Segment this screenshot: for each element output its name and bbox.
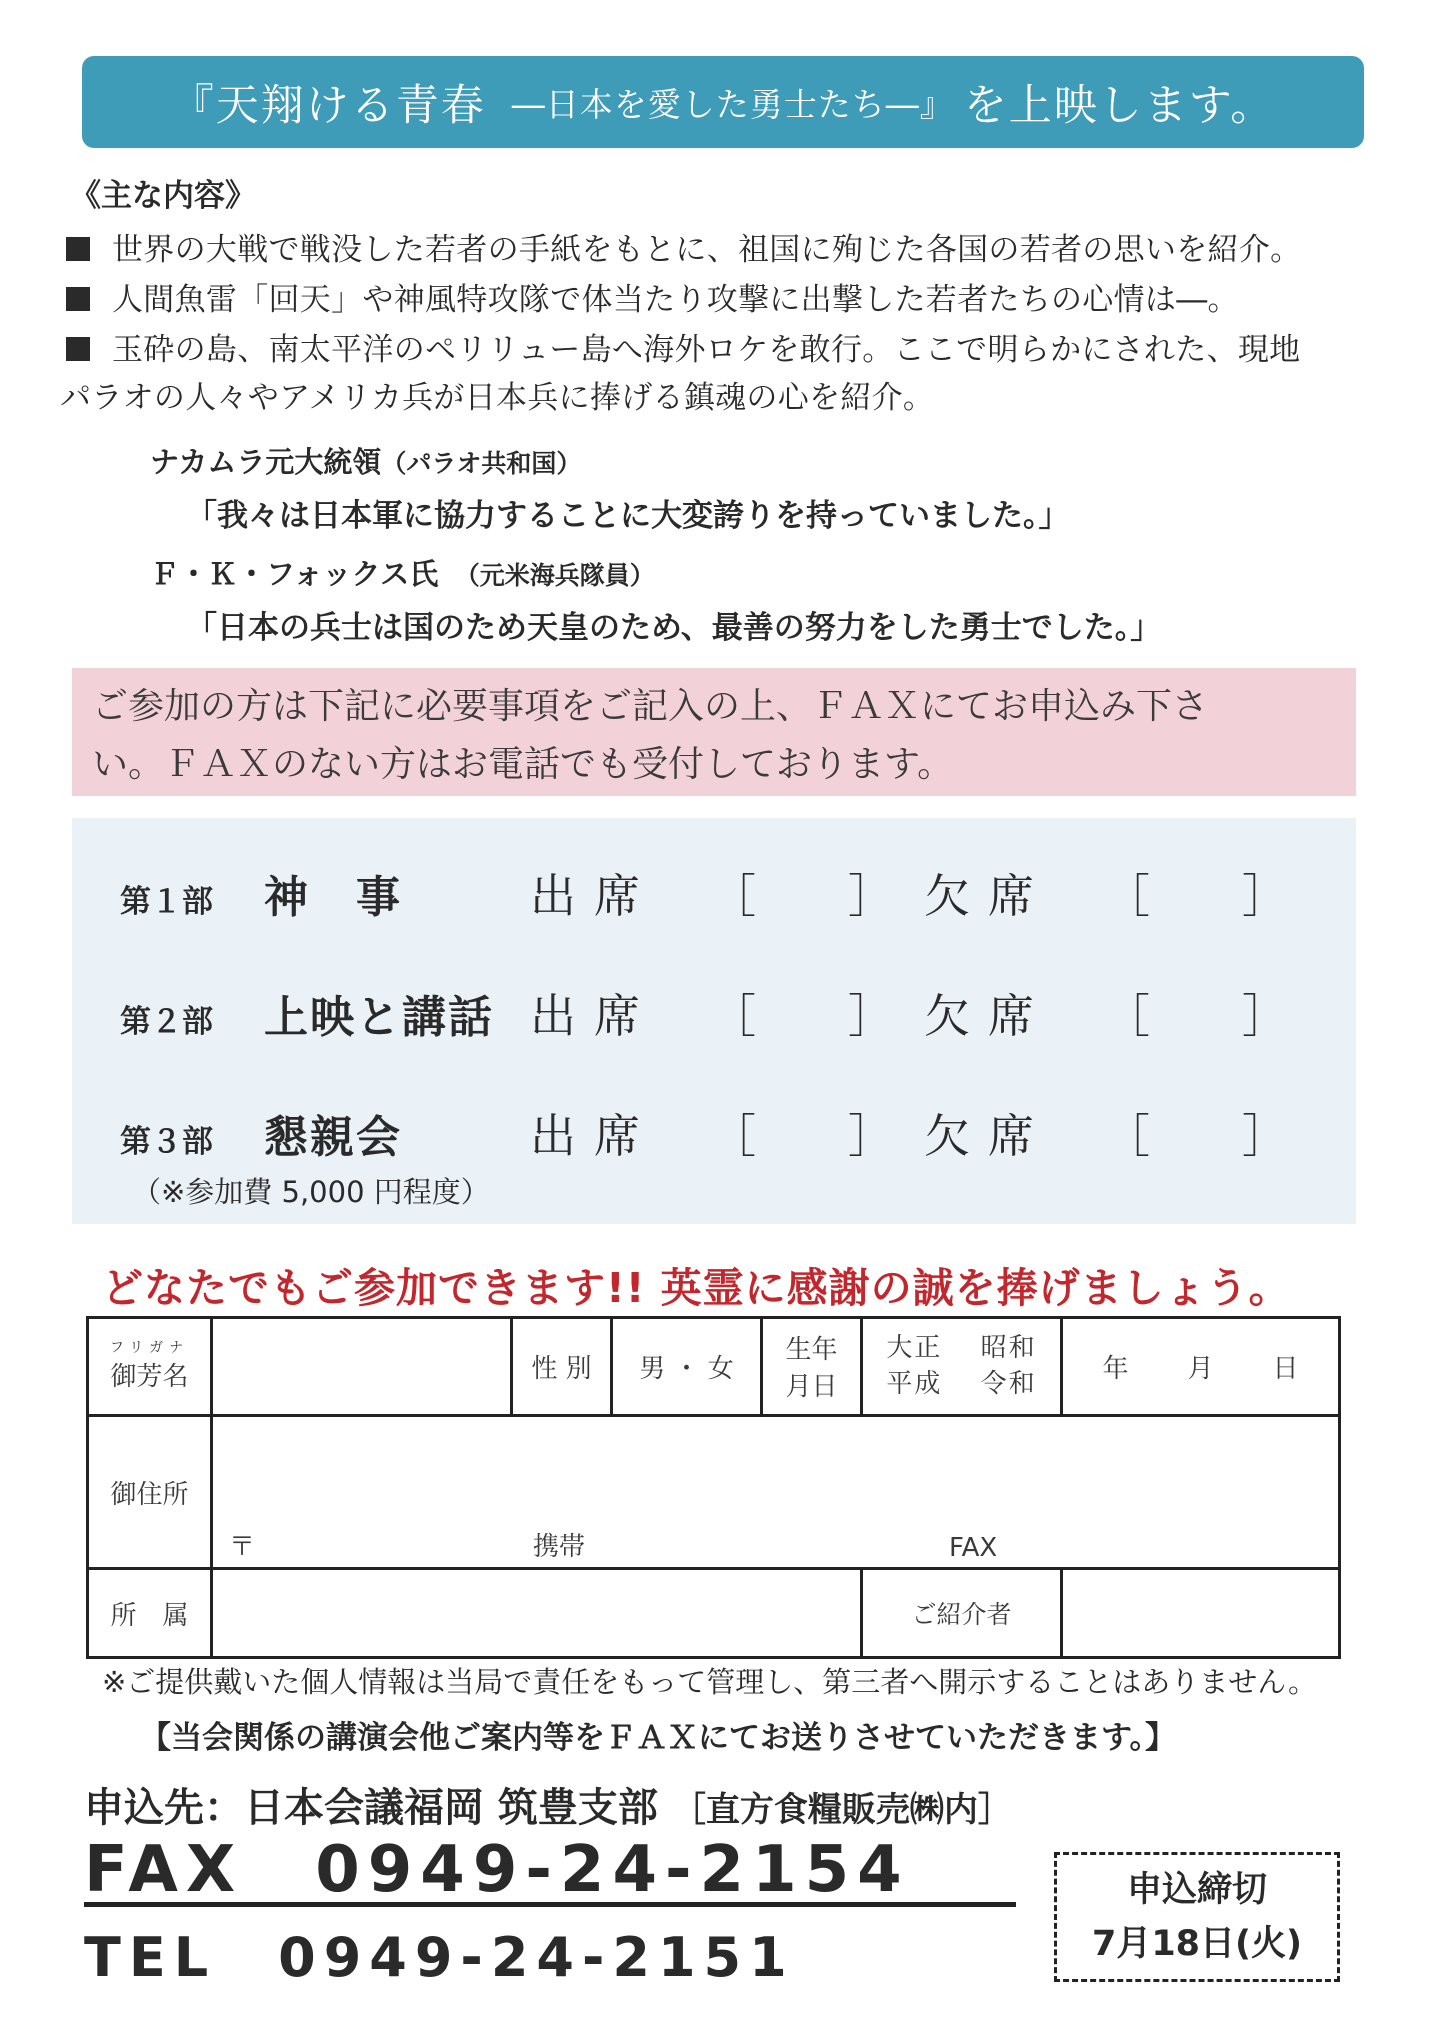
fee-note: （※参加費 5,000 円程度） [132, 1175, 490, 1209]
affiliation-label: 所 属 [88, 1569, 212, 1658]
apply-sub: ［直方食糧販売㈱内］ [671, 1790, 1012, 1830]
attend-label: 出席 [530, 989, 658, 1043]
era-options[interactable] [862, 1318, 1062, 1416]
attend-label: 出席 [530, 1109, 658, 1163]
part-number: 第１部 [120, 884, 213, 920]
address-field[interactable] [212, 1415, 1340, 1569]
instruction-line: い。ＦＡＸのない方はお電話でも受付しております。 [92, 744, 954, 785]
absent-label: 欠席 [924, 1109, 1052, 1163]
deadline-label: 申込締切 [1126, 1870, 1267, 1910]
attendance-row [120, 860, 1318, 930]
attend-checkbox[interactable]: ［ ］ [710, 989, 894, 1043]
title-suffix: を上映します。 [963, 80, 1276, 131]
title-subtitle: ―日本を愛した勇士たち―』 [511, 84, 954, 124]
list-item: 人間魚雷「回天」や神風特攻隊で体当たり攻撃に出撃した若者たちの心情は―。 [66, 274, 1239, 319]
quote-speaker: Ｆ・Ｋ・フォックス氏 （元米海兵隊員） [150, 557, 655, 591]
referrer-field[interactable] [1062, 1569, 1340, 1658]
absent-checkbox[interactable]: ［ ］ [1104, 989, 1288, 1043]
title-banner [82, 56, 1364, 148]
birthdate-label-cell [762, 1318, 862, 1416]
attend-label: 出席 [530, 869, 658, 923]
era-option-line: 大正 昭和 [886, 1333, 1037, 1364]
absent-checkbox[interactable]: ［ ］ [1104, 869, 1288, 923]
quote-text: 「日本の兵士は国のため天皇のため、最善の努力をした勇士でした。」 [186, 610, 1162, 646]
apply-label: 申込先：日本会議福岡 筑豊支部 [84, 1785, 658, 1831]
registration-form [86, 1316, 1341, 1659]
mobile-label: 携帯 [533, 1532, 586, 1563]
part-name: 神 事 [264, 872, 402, 923]
day-label: 日 [1272, 1353, 1299, 1384]
part-number: 第２部 [120, 1004, 213, 1040]
attendance-row [120, 980, 1318, 1050]
list-item-continued: パラオの人々やアメリカ兵が日本兵に捧げる鎮魂の心を紹介。 [60, 380, 935, 416]
year-label: 年 [1102, 1353, 1129, 1384]
deadline-box [1054, 1852, 1340, 1982]
postal-mark: 〒 [229, 1532, 256, 1563]
deadline-date: 7月18日(火) [1091, 1924, 1303, 1964]
affiliation-field[interactable] [212, 1569, 862, 1658]
quote-speaker: ナカムラ元大統領（パラオ共和国） [150, 445, 582, 479]
birthdate-label: 生年 [785, 1335, 838, 1366]
attendance-row [120, 1100, 1318, 1170]
contents-heading: 《主な内容》 [70, 178, 256, 214]
privacy-note: ※ご提供戴いた個人情報は当局で責任をもって管理し、第三者へ開示することはありません。 [102, 1665, 1318, 1699]
fax-number: FAX 0949-24-2154 [84, 1835, 1016, 1907]
gender-options[interactable]: 男 ・ 女 [612, 1318, 762, 1416]
gender-label: 性 別 [512, 1318, 612, 1416]
name-label: 御芳名 [110, 1361, 189, 1392]
absent-label: 欠席 [924, 989, 1052, 1043]
absent-label: 欠席 [924, 869, 1052, 923]
tel-number: TEL 0949-24-2151 [84, 1926, 795, 1989]
part-name: 上映と講話 [264, 992, 494, 1043]
callout-text: どなたでもご参加できます!! 英霊に感謝の誠を捧げましょう。 [102, 1264, 1291, 1312]
birthdate-field[interactable] [1062, 1318, 1340, 1416]
part-number: 第３部 [120, 1124, 213, 1160]
name-field[interactable] [212, 1318, 512, 1416]
part-name: 懇親会 [264, 1112, 402, 1163]
fax-label: FAX [949, 1533, 998, 1564]
address-label: 御住所 [88, 1415, 212, 1569]
attend-checkbox[interactable]: ［ ］ [710, 869, 894, 923]
apply-to [84, 1776, 1012, 1833]
fax-notice: 【当会関係の講演会他ご案内等をＦＡＸにてお送りさせていただきます。】 [140, 1720, 1177, 1756]
name-ruby-label: フリガナ [109, 1339, 190, 1356]
quote-text: 「我々は日本軍に協力することに大変誇りを持っていました。」 [186, 498, 1070, 534]
month-label: 月 [1187, 1353, 1214, 1384]
absent-checkbox[interactable]: ［ ］ [1104, 1109, 1288, 1163]
instruction-line: ご参加の方は下記に必要事項をご記入の上、ＦＡＸにてお申込み下さ [92, 686, 1209, 727]
era-option-line: 平成 令和 [886, 1369, 1037, 1400]
referrer-label: ご紹介者 [862, 1569, 1062, 1658]
list-item: 玉砕の島、南太平洋のペリリュー島へ海外ロケを敢行。ここで明らかにされた、現地 [66, 324, 1300, 369]
title-main: 『天翔ける青春 [170, 80, 486, 131]
attend-checkbox[interactable]: ［ ］ [710, 1109, 894, 1163]
bullet-square-icon [66, 237, 90, 261]
bullet-square-icon [66, 287, 90, 311]
list-item: 世界の大戦で戦没した若者の手紙をもとに、祖国に殉じた各国の若者の思いを紹介。 [66, 224, 1301, 269]
name-label-cell [88, 1318, 212, 1416]
birthdate-label: 月日 [785, 1372, 838, 1403]
bullet-square-icon [66, 337, 90, 361]
instruction-box [72, 668, 1356, 796]
